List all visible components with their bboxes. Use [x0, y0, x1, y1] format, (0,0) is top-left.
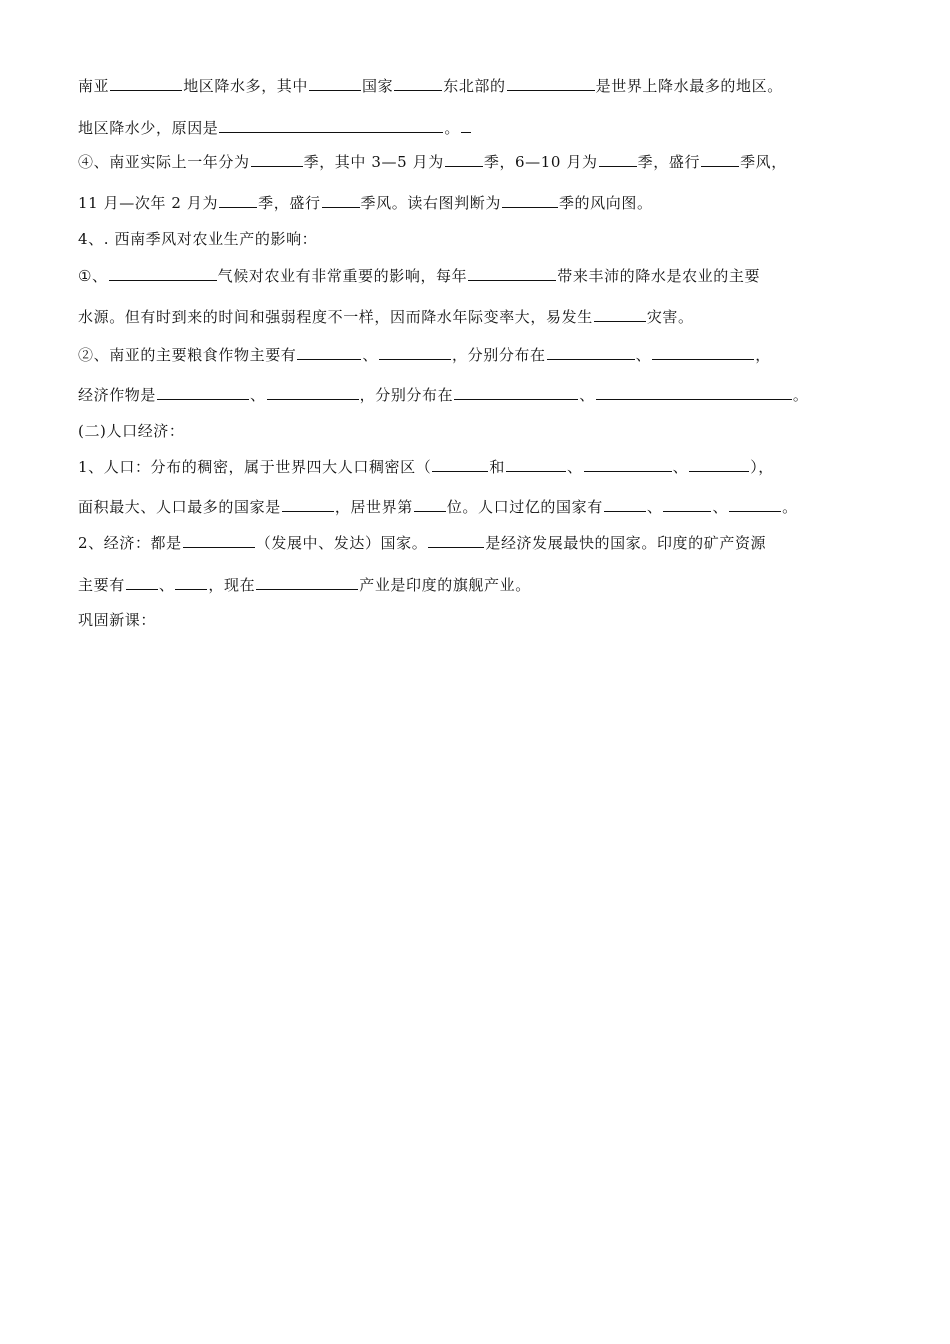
answer-blank[interactable] — [729, 496, 781, 512]
text: 。 — [444, 119, 461, 137]
answer-blank[interactable] — [584, 456, 672, 472]
answer-blank[interactable] — [297, 344, 361, 360]
answer-blank[interactable] — [701, 151, 739, 167]
text: ①、 — [78, 267, 108, 285]
answer-blank[interactable] — [599, 151, 637, 167]
answer-blank[interactable] — [282, 496, 334, 512]
text: 季风。读右图判断为 — [360, 194, 501, 212]
text: 是经济发展最快的国家。印度的矿产资源 — [485, 534, 767, 552]
text: 带来丰沛的降水是农业的主要 — [557, 267, 761, 285]
answer-blank[interactable] — [547, 344, 635, 360]
text: 4、. 西南季风对农业生产的影响： — [78, 230, 318, 248]
answer-blank[interactable] — [507, 75, 595, 91]
line-cash-crops — [78, 384, 808, 405]
section-heading-population-economy — [78, 421, 185, 441]
answer-blank[interactable] — [432, 456, 488, 472]
answer-blank[interactable] — [414, 496, 446, 512]
text: 地区降水多，其中 — [183, 77, 309, 95]
text: 灾害。 — [646, 308, 694, 326]
answer-blank[interactable] — [309, 75, 361, 91]
text: 地区降水少，原因是 — [78, 119, 219, 137]
answer-blank[interactable] — [322, 192, 360, 208]
text: 产业是印度的旗舰产业。 — [359, 576, 531, 594]
text: ， — [755, 346, 771, 364]
text: ②、南亚的主要粮食作物主要有 — [78, 346, 297, 364]
text: 、 — [646, 498, 663, 516]
answer-blank[interactable] — [219, 192, 257, 208]
answer-blank[interactable] — [502, 192, 558, 208]
line-largest-country — [78, 496, 798, 517]
line-food-crops — [78, 344, 771, 365]
text: 、 — [362, 346, 379, 364]
text: 11 月—次年 2 月为 — [78, 194, 219, 212]
answer-blank[interactable] — [604, 496, 646, 512]
text: ）， — [750, 458, 774, 476]
line-economy — [78, 532, 766, 553]
text: 季，盛行 — [258, 194, 321, 212]
answer-blank[interactable] — [652, 344, 754, 360]
text: ，分别分布在 — [359, 386, 454, 404]
answer-blank[interactable] — [394, 75, 442, 91]
answer-blank[interactable] — [219, 117, 443, 133]
line-mineral-industry — [78, 574, 531, 595]
text: 位。人口过亿的国家有 — [446, 498, 603, 516]
text: ，分别分布在 — [452, 346, 546, 364]
line-low-rainfall-reason — [78, 117, 472, 138]
answer-blank[interactable] — [379, 344, 451, 360]
text: 、 — [635, 346, 652, 364]
line-climate-agriculture — [78, 265, 760, 286]
text: 东北部的 — [443, 77, 506, 95]
line-seasons — [78, 151, 787, 172]
text: 2、经济：都是 — [78, 534, 182, 552]
text: 。 — [792, 386, 809, 404]
answer-blank[interactable] — [663, 496, 711, 512]
answer-blank[interactable] — [183, 532, 255, 548]
text: 经济作物是 — [78, 386, 157, 404]
text: 、 — [712, 498, 729, 516]
line-south-asia-rainfall — [78, 75, 783, 96]
answer-blank[interactable] — [461, 117, 471, 133]
section-heading-monsoon-agriculture — [78, 229, 317, 249]
answer-blank[interactable] — [109, 265, 217, 281]
answer-blank[interactable] — [468, 265, 556, 281]
answer-blank[interactable] — [506, 456, 566, 472]
answer-blank[interactable] — [126, 574, 158, 590]
text: 面积最大、人口最多的国家是 — [78, 498, 281, 516]
text: (二)人口经济： — [78, 422, 185, 440]
text: 。 — [782, 498, 798, 516]
text: 、 — [672, 458, 689, 476]
section-heading-consolidate — [78, 610, 156, 630]
answer-blank[interactable] — [175, 574, 207, 590]
text: （发展中、发达）国家。 — [255, 534, 428, 552]
answer-blank[interactable] — [596, 384, 792, 400]
answer-blank[interactable] — [157, 384, 249, 400]
text: 国家 — [362, 77, 394, 95]
text: 巩固新课： — [78, 611, 157, 629]
line-winter-monsoon — [78, 192, 653, 213]
answer-blank[interactable] — [445, 151, 483, 167]
text: 季，6—10 月为 — [483, 153, 598, 171]
line-population — [78, 456, 774, 477]
text: 主要有 — [78, 576, 125, 594]
answer-blank[interactable] — [251, 151, 303, 167]
answer-blank[interactable] — [454, 384, 578, 400]
answer-blank[interactable] — [689, 456, 749, 472]
text: 、 — [250, 386, 266, 404]
text: 季，盛行 — [637, 153, 701, 171]
answer-blank[interactable] — [256, 574, 358, 590]
answer-blank[interactable] — [594, 306, 646, 322]
text: ，现在 — [208, 576, 256, 594]
text: 1、人口：分布的稠密，属于世界四大人口稠密区（ — [78, 458, 432, 476]
line-water-source — [78, 306, 694, 327]
text: 季风， — [740, 153, 787, 171]
text: ，居世界第 — [334, 498, 413, 516]
text: 季的风向图。 — [558, 194, 653, 212]
text: 、 — [579, 386, 595, 404]
text: 气候对农业有非常重要的影响，每年 — [217, 267, 468, 285]
text: 、 — [158, 576, 175, 594]
text: 南亚 — [78, 77, 110, 95]
answer-blank[interactable] — [267, 384, 359, 400]
text: 季，其中 3—5 月为 — [303, 153, 444, 171]
answer-blank[interactable] — [110, 75, 182, 91]
text: 、 — [566, 458, 583, 476]
text: 是世界上降水最多的地区。 — [595, 77, 783, 95]
text: 和 — [489, 458, 505, 476]
answer-blank[interactable] — [428, 532, 484, 548]
text: ④、南亚实际上一年分为 — [78, 153, 250, 171]
text: 水源。但有时到来的时间和强弱程度不一样，因而降水年际变率大，易发生 — [78, 308, 593, 326]
